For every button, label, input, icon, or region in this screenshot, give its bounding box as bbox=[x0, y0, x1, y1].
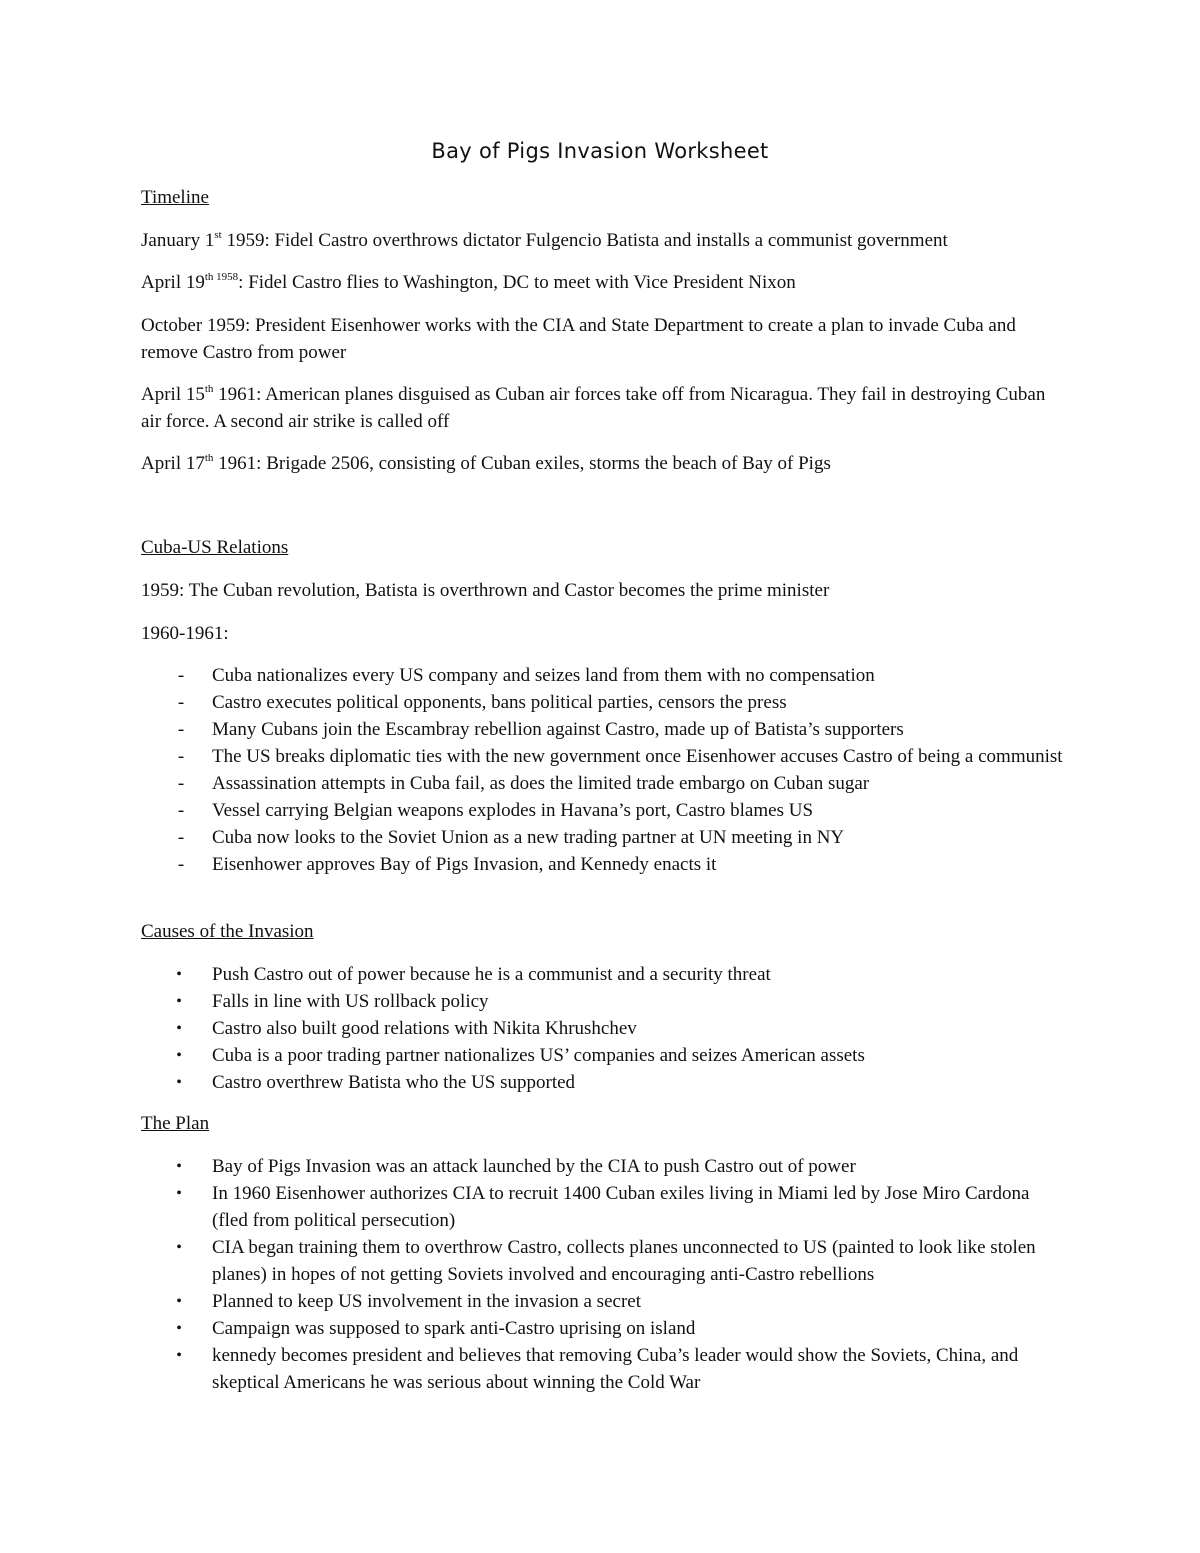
timeline-text: 1961: American planes disguised as Cuban air forces take off from Nicaragua. They fail in destroying Cuban air force. A second air strike is called off bbox=[141, 384, 1046, 432]
dash-marker: - bbox=[177, 800, 185, 821]
list-item bbox=[141, 824, 1066, 851]
timeline-date: April 17 bbox=[141, 453, 205, 474]
timeline-entry bbox=[141, 312, 1066, 366]
list-item-text: Eisenhower approves Bay of Pigs Invasion, and Kennedy enacts it bbox=[212, 854, 717, 875]
timeline-text: 1961: Brigade 2506, consisting of Cuban exiles, storms the beach of Bay of Pigs bbox=[213, 453, 831, 474]
dash-marker: - bbox=[177, 746, 185, 767]
list-item bbox=[141, 1015, 1066, 1042]
timeline-date: January 1 bbox=[141, 230, 215, 251]
timeline-text: : Fidel Castro flies to Washington, DC to meet with Vice President Nixon bbox=[238, 272, 796, 293]
timeline-text: 1959: Fidel Castro overthrows dictator Fulgencio Batista and installs a communist government bbox=[221, 230, 948, 251]
bullet-marker: • bbox=[176, 1239, 182, 1256]
list-item bbox=[141, 689, 1066, 716]
causes-list bbox=[141, 961, 1066, 1096]
list-item bbox=[141, 797, 1066, 824]
timeline-entry bbox=[141, 381, 1066, 435]
list-item-text: In 1960 Eisenhower authorizes CIA to recruit 1400 Cuban exiles living in Miami led by Jose Miro Cardona (fled from political persecution) bbox=[212, 1183, 1030, 1231]
dash-marker: - bbox=[177, 665, 185, 686]
list-item-text: CIA began training them to overthrow Castro, collects planes unconnected to US (painted to look like stolen planes) in hopes of not getting Soviets involved and encouraging anti-Castro rebellions bbox=[212, 1237, 1036, 1285]
relations-period: 1960-1961: bbox=[141, 623, 229, 644]
list-item bbox=[141, 1288, 1066, 1315]
list-item-text: The US breaks diplomatic ties with the new government once Eisenhower accuses Castro of being a communist bbox=[212, 746, 1063, 767]
list-item bbox=[141, 1153, 1066, 1180]
list-item-text: Cuba nationalizes every US company and seizes land from them with no compensation bbox=[212, 665, 875, 686]
timeline-entry bbox=[141, 269, 1066, 296]
bullet-marker: • bbox=[176, 1320, 182, 1337]
list-item bbox=[141, 716, 1066, 743]
list-item bbox=[141, 851, 1066, 878]
timeline-entry bbox=[141, 450, 1066, 477]
bullet-marker: • bbox=[176, 1293, 182, 1310]
relations-intro: 1959: The Cuban revolution, Batista is overthrown and Castor becomes the prime minister bbox=[141, 580, 830, 601]
timeline-text: : President Eisenhower works with the CIA and State Department to create a plan to invade Cuba and remove Castro from power bbox=[141, 315, 1016, 363]
list-item-text: Falls in line with US rollback policy bbox=[212, 991, 489, 1012]
list-item-text: Push Castro out of power because he is a communist and a security threat bbox=[212, 964, 771, 985]
list-item-text: Bay of Pigs Invasion was an attack launched by the CIA to push Castro out of power bbox=[212, 1156, 856, 1177]
dash-marker: - bbox=[177, 827, 185, 848]
list-item bbox=[141, 662, 1066, 689]
bullet-marker: • bbox=[176, 1020, 182, 1037]
list-item-text: Castro overthrew Batista who the US supported bbox=[212, 1072, 576, 1093]
list-item-text: kennedy becomes president and believes that removing Cuba’s leader would show the Soviets, China, and skeptical Americans he was serious about winning the Cold War bbox=[212, 1345, 1019, 1393]
plan-heading: The Plan bbox=[141, 1113, 210, 1134]
list-item-text: Many Cubans join the Escambray rebellion against Castro, made up of Batista’s supporters bbox=[212, 719, 904, 740]
bullet-marker: • bbox=[176, 1158, 182, 1175]
timeline-date-suffix: th bbox=[204, 383, 214, 395]
bullet-marker: • bbox=[176, 1185, 182, 1202]
bullet-marker: • bbox=[176, 1074, 182, 1091]
dash-marker: - bbox=[177, 773, 185, 794]
relations-heading: Cuba-US Relations bbox=[141, 537, 289, 558]
list-item-text: Assassination attempts in Cuba fail, as does the limited trade embargo on Cuban sugar bbox=[212, 773, 870, 794]
list-item-text: Vessel carrying Belgian weapons explodes in Havana’s port, Castro blames US bbox=[212, 800, 814, 821]
list-item bbox=[141, 961, 1066, 988]
document-title: Bay of Pigs Invasion Worksheet bbox=[431, 139, 769, 163]
dash-marker: - bbox=[177, 854, 185, 875]
relations-list bbox=[141, 662, 1066, 878]
timeline-date: October 1959 bbox=[141, 315, 245, 336]
bullet-marker: • bbox=[176, 1347, 182, 1364]
timeline-date-suffix: th 1958 bbox=[204, 271, 239, 283]
dash-marker: - bbox=[177, 692, 185, 713]
list-item bbox=[141, 1342, 1066, 1396]
list-item-text: Cuba now looks to the Soviet Union as a new trading partner at UN meeting in NY bbox=[212, 827, 845, 848]
causes-heading: Causes of the Invasion bbox=[141, 921, 314, 942]
bullet-marker: • bbox=[176, 966, 182, 983]
list-item bbox=[141, 743, 1066, 770]
list-item bbox=[141, 1180, 1066, 1234]
list-item bbox=[141, 1315, 1066, 1342]
list-item-text: Cuba is a poor trading partner nationalizes US’ companies and seizes American assets bbox=[212, 1045, 865, 1066]
plan-list bbox=[141, 1153, 1066, 1396]
list-item-text: Planned to keep US involvement in the invasion a secret bbox=[212, 1291, 641, 1312]
list-item bbox=[141, 1069, 1066, 1096]
timeline-date: April 19 bbox=[141, 272, 205, 293]
bullet-marker: • bbox=[176, 1047, 182, 1064]
list-item-text: Campaign was supposed to spark anti-Castro uprising on island bbox=[212, 1318, 696, 1339]
list-item bbox=[141, 988, 1066, 1015]
bullet-marker: • bbox=[176, 993, 182, 1010]
timeline-date-suffix: th bbox=[204, 452, 214, 464]
list-item-text: Castro also built good relations with Nikita Khrushchev bbox=[212, 1018, 637, 1039]
timeline-date: April 15 bbox=[141, 384, 205, 405]
list-item bbox=[141, 770, 1066, 797]
timeline-date-suffix: st bbox=[214, 229, 222, 241]
list-item-text: Castro executes political opponents, bans political parties, censors the press bbox=[212, 692, 787, 713]
list-item bbox=[141, 1042, 1066, 1069]
dash-marker: - bbox=[177, 719, 185, 740]
timeline-entry bbox=[141, 227, 1066, 254]
list-item bbox=[141, 1234, 1066, 1288]
timeline-heading: Timeline bbox=[141, 187, 209, 208]
